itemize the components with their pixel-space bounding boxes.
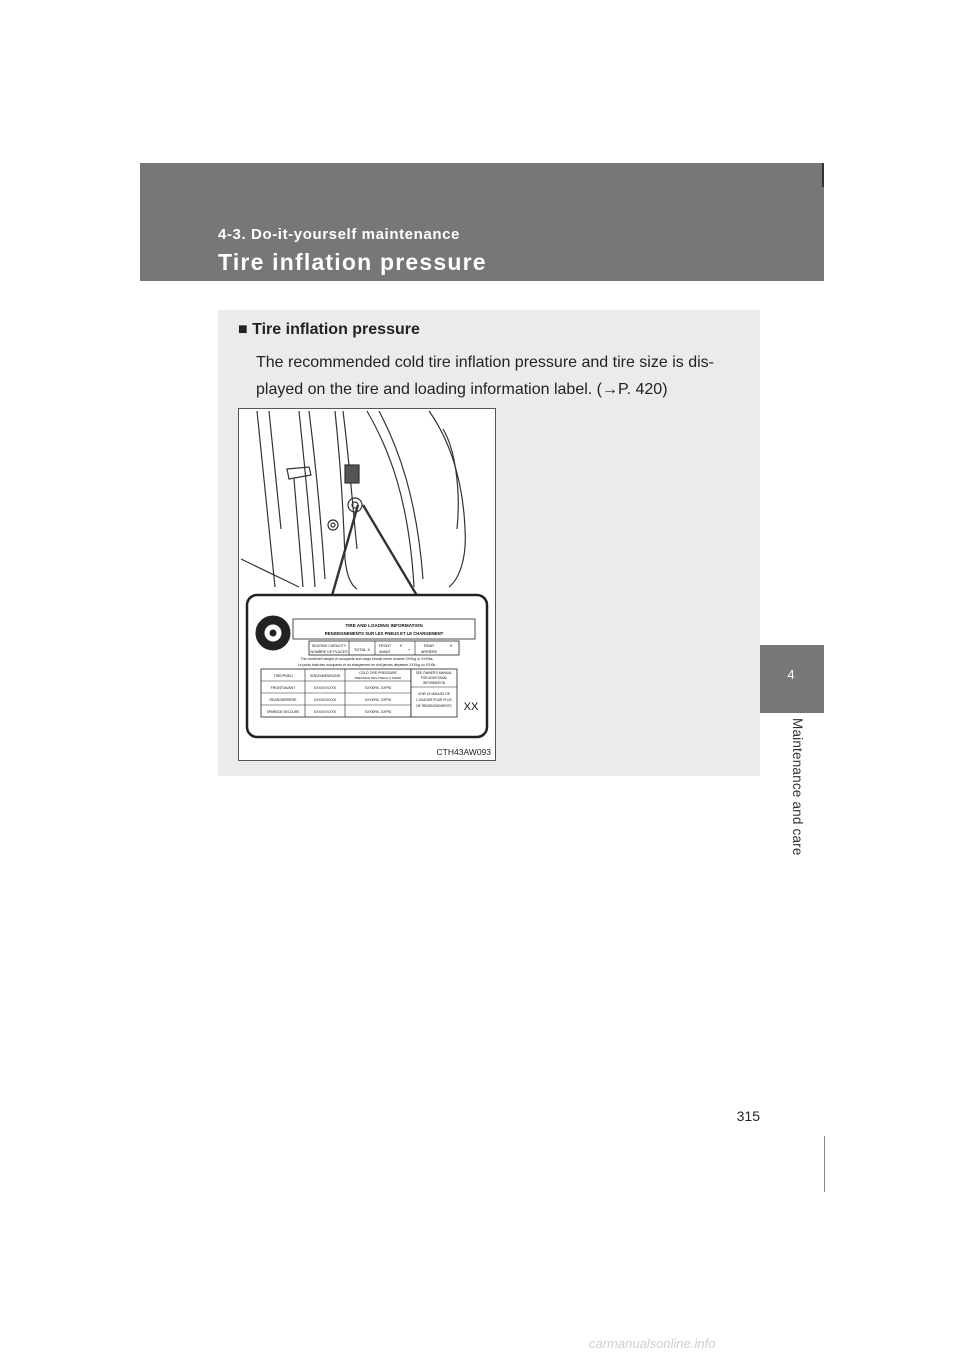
front-fr: AVANT: [379, 650, 391, 654]
rear-fr: ARRIÈRE: [421, 650, 437, 654]
sub-heading-text: Tire inflation pressure: [252, 321, 420, 338]
row-rear-size: XXXX/XXXXX: [313, 698, 337, 702]
seating-fr: NOMBRE DE PLACES: [310, 650, 348, 654]
square-bullet-icon: ■: [238, 321, 248, 338]
label-title-fr: RENSEIGNEMENTS SUR LES PNEUS ET LE CHARGEMENT: [324, 631, 444, 636]
row-front-pressure: XXXKPA, XXPSI: [364, 686, 392, 690]
weight-en: The combined weight of occupants and cargo should never exceed XXXkg or XXXlbs.: [300, 657, 434, 661]
col-tire: TIRE/PNEU: [273, 674, 293, 678]
rear-en: REAR: [424, 644, 434, 648]
footer-tick: [824, 1136, 825, 1192]
body-text: The recommended cold tire inflation pressure and tire size is dis- played on the tire and loading information label. (→P. 420): [256, 354, 714, 398]
voir-manuel-1: VOIR LE MANUEL DE: [418, 692, 450, 696]
chapter-number: 4: [787, 667, 795, 682]
voir-manuel-2: L'USAGER POUR PLUS: [416, 698, 452, 702]
figure-code: CTH43AW093: [436, 747, 491, 757]
row-spare-pressure: XXXKPA, XXPSI: [364, 710, 392, 714]
row-rear-tire: REAR/ARRIÈRE: [269, 698, 297, 702]
row-spare-size: XXXX/XXXXX: [313, 710, 337, 714]
seating-en: SEATING CAPACITY: [311, 644, 347, 648]
door-pillar-illustration: [239, 409, 496, 761]
sub-heading: [238, 321, 420, 339]
page-number: 315: [736, 1108, 760, 1124]
rear-x: X: [449, 643, 453, 648]
section-label: 4-3. Do-it-yourself maintenance: [218, 226, 460, 243]
row-spare-tire: SPARE/DE SECOURS: [266, 710, 300, 714]
col-pressure-en: COLD TIRE PRESSURE: [359, 671, 397, 675]
xx-mark: XX: [463, 701, 479, 713]
plus-sign: +: [407, 647, 411, 652]
chapter-tab[interactable]: [758, 645, 824, 713]
col-pressure-fr: PRESSION DES PNEUS À FROID: [354, 676, 402, 680]
see-manual-1: SEE OWNER'S MANUAL: [415, 671, 453, 675]
see-manual-3: INFORMATION: [422, 681, 446, 685]
front-x: X: [399, 643, 403, 648]
voir-manuel-3: DE RENSEIGNEMENTS: [416, 704, 452, 708]
corner-tick: [822, 163, 824, 187]
chapter-label: Maintenance and care: [790, 718, 805, 856]
tire-label-figure: [238, 408, 496, 761]
page-title: Tire inflation pressure: [218, 249, 487, 275]
label-title-en: TIRE AND LOADING INFORMATION: [345, 623, 423, 628]
col-size: SIZE/DIMENSIONS: [310, 674, 340, 678]
weight-fr: Le poids total des occupants et du chargement ne doit jamais dépasser XXXkg ou XXXlb.: [297, 663, 437, 667]
front-en: FRONT: [378, 644, 392, 648]
total-label: TOTAL X: [353, 647, 371, 652]
row-front-size: XXXX/XXXXX: [313, 686, 337, 690]
see-manual-2: FOR ADDITIONAL: [420, 676, 448, 680]
watermark: carmanualsonline.info: [589, 1336, 716, 1351]
row-rear-pressure: XXXKPA, XXPSI: [364, 698, 392, 702]
row-front-tire: FRONT/AVANT: [270, 686, 296, 690]
